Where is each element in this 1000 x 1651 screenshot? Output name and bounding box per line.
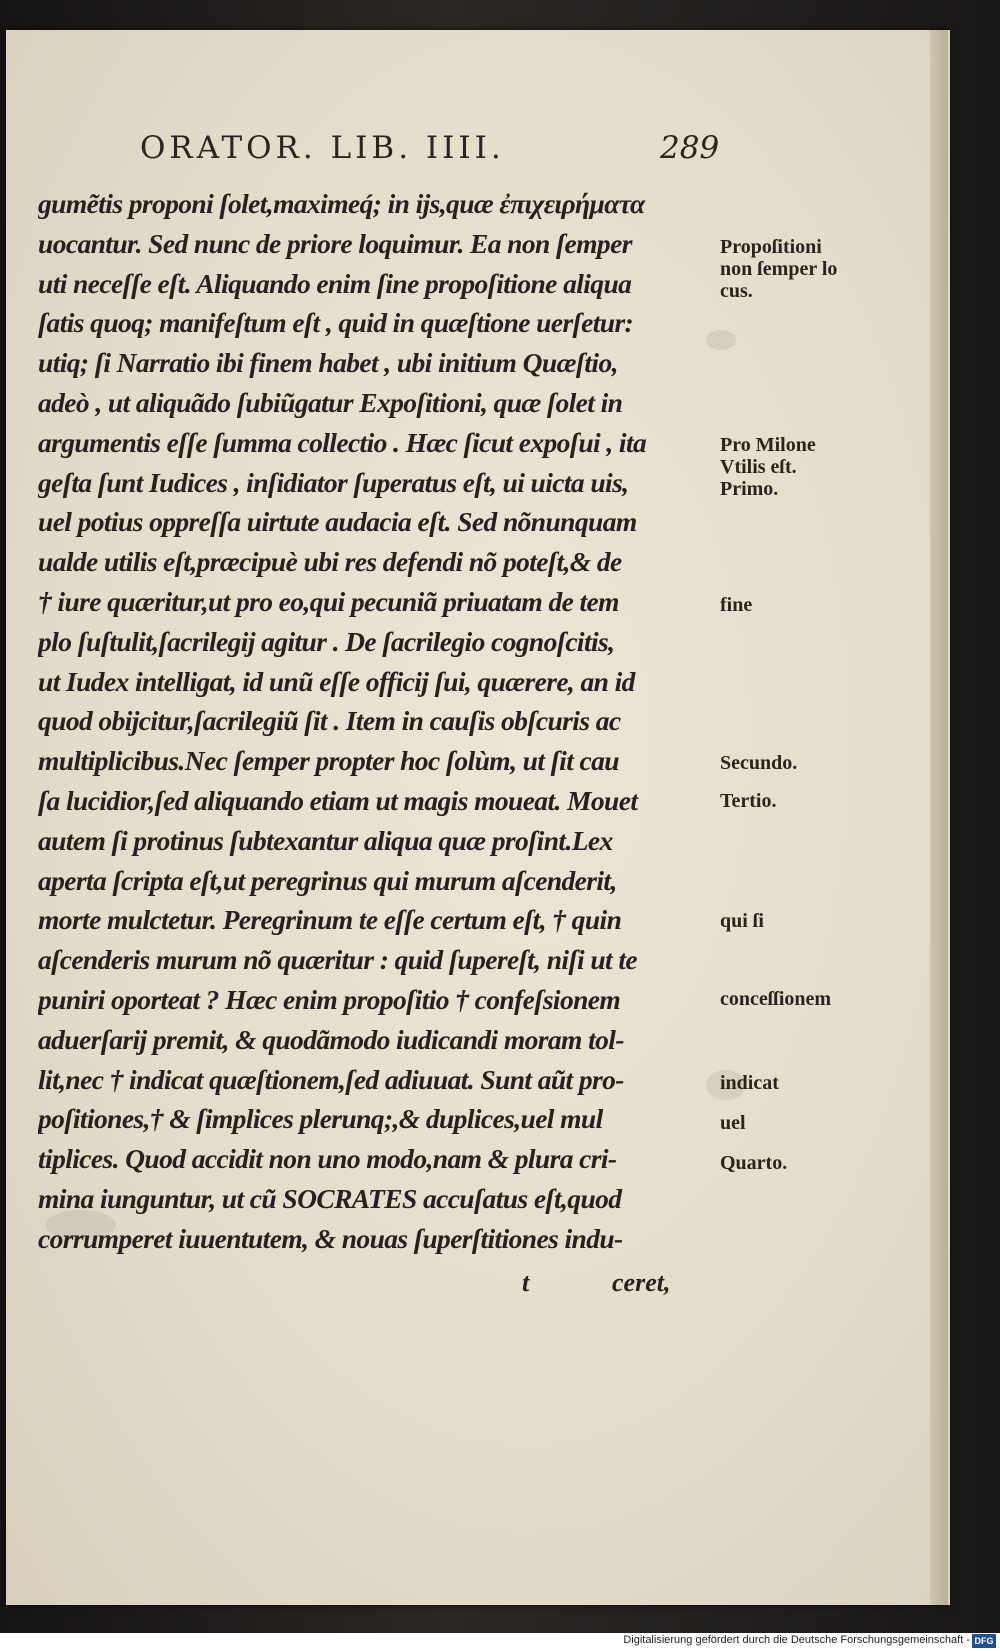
- catchword: ceret,: [612, 1268, 671, 1297]
- text-line: uocantur. Sed nunc de priore loquimur. Ea non ſemper: [38, 227, 632, 259]
- footer-bar: [0, 1633, 1000, 1651]
- margin-note: fine: [720, 594, 753, 616]
- text-line: geſta ſunt Iudices , inſidiator ſuperatus eſt, ui uicta uis,: [38, 466, 629, 498]
- margin-note: indicat: [720, 1072, 779, 1094]
- text-line: corrumperet iuuentutem, & nouas ſuperſtitiones indu-: [38, 1222, 623, 1254]
- text-line: puniri oporteat ? Hæc enim propoſitio † confeſsionem: [38, 983, 621, 1015]
- margin-note: Propoſitioni non ſemper lo cus.: [720, 236, 838, 302]
- text-line: gumẽtis proponi ſolet,maximeq́; in ijs,quæ ἐπιχειρήματα: [38, 188, 645, 219]
- signature-mark: t: [522, 1268, 530, 1297]
- margin-note: Tertio.: [720, 790, 777, 812]
- text-line: autem ſi protinus ſubtexantur aliqua quæ proſint.Lex: [38, 824, 613, 856]
- funding-credit: Digitalisierung gefördert durch die Deutsche Forschungsgemeinschaft -: [623, 1634, 970, 1646]
- text-line: lit,nec † indicat quæſtionem,ſed adiuuat. Sunt aũt pro-: [38, 1063, 624, 1095]
- running-head: ORATOR. LIB. IIII.: [140, 130, 505, 166]
- main-text: [38, 184, 698, 1259]
- text-line: utiq; ſi Narratio ibi finem habet , ubi initium Quæſtio,: [38, 347, 618, 379]
- page-number: 289: [660, 130, 720, 166]
- margin-note: conceſſionem: [720, 988, 832, 1010]
- margin-notes: [720, 0, 930, 1575]
- text-line: mina iunguntur, ut cũ SOCRATES accuſatus eſt,quod: [38, 1182, 622, 1214]
- margin-note: qui ſi: [720, 910, 764, 932]
- text-line: argumentis eſſe ſumma collectio . Hæc ſicut expoſui , ita: [38, 426, 647, 458]
- text-line: quod obijcitur,ſacrilegiũ ſit . Item in cauſis obſcuris ac: [38, 705, 621, 737]
- text-line: plo ſuſtulit,ſacrilegij agitur . De ſacrilegio cognoſcitis,: [38, 625, 615, 657]
- text-line: aperta ſcripta eſt,ut peregrinus qui murum aſcenderit,: [38, 864, 617, 896]
- text-line: † iure quæritur,ut pro eo,qui pecuniã priuatam de tem: [38, 585, 619, 617]
- margin-note: uel: [720, 1112, 746, 1134]
- text-line: ualde utilis eſt,præcipuè ubi res defendi nõ poteſt,& de: [38, 546, 622, 578]
- text-line: morte mulctetur. Peregrinum te eſſe certum eſt, † quin: [38, 904, 622, 936]
- text-line: adeò , ut aliquãdo ſubiũgatur Expoſitioni, quæ ſolet in: [38, 386, 623, 418]
- text-line: aſcenderis murum nõ quæritur : quid ſupereſt, niſi ut te: [38, 944, 637, 976]
- text-line: tiplices. Quod accidit non uno modo,nam & plura cri-: [38, 1143, 617, 1175]
- text-line: ſatis quoq; manifeſtum eſt , quid in quæſtione uerſetur:: [38, 307, 634, 339]
- text-line: ut Iudex intelligat, id unũ eſſe officij ſui, quærere, an id: [38, 665, 635, 697]
- text-line: ſa lucidior,ſed aliquando etiam ut magis moueat. Mouet: [38, 784, 638, 816]
- text-line: multiplicibus.Nec ſemper propter hoc ſolùm, ut ſit cau: [38, 745, 619, 777]
- margin-note: Quarto.: [720, 1152, 788, 1174]
- text-line: poſitiones,† & ſimplices plerunq;,& duplices,uel mul: [38, 1103, 603, 1135]
- margin-note: Pro Milone Vtilis eſt. Primo.: [720, 434, 816, 500]
- text-line: uti neceſſe eſt. Aliquando enim ſine propoſitione aliqua: [38, 267, 632, 299]
- dfg-logo: DFG: [972, 1634, 996, 1648]
- text-line: aduerſarij premit, & quodãmodo iudicandi moram tol-: [38, 1023, 624, 1055]
- page-edge: [930, 30, 948, 1605]
- margin-note: Secundo.: [720, 752, 798, 774]
- text-line: uel potius oppreſſa uirtute audacia eſt. Sed nõnunquam: [38, 506, 637, 538]
